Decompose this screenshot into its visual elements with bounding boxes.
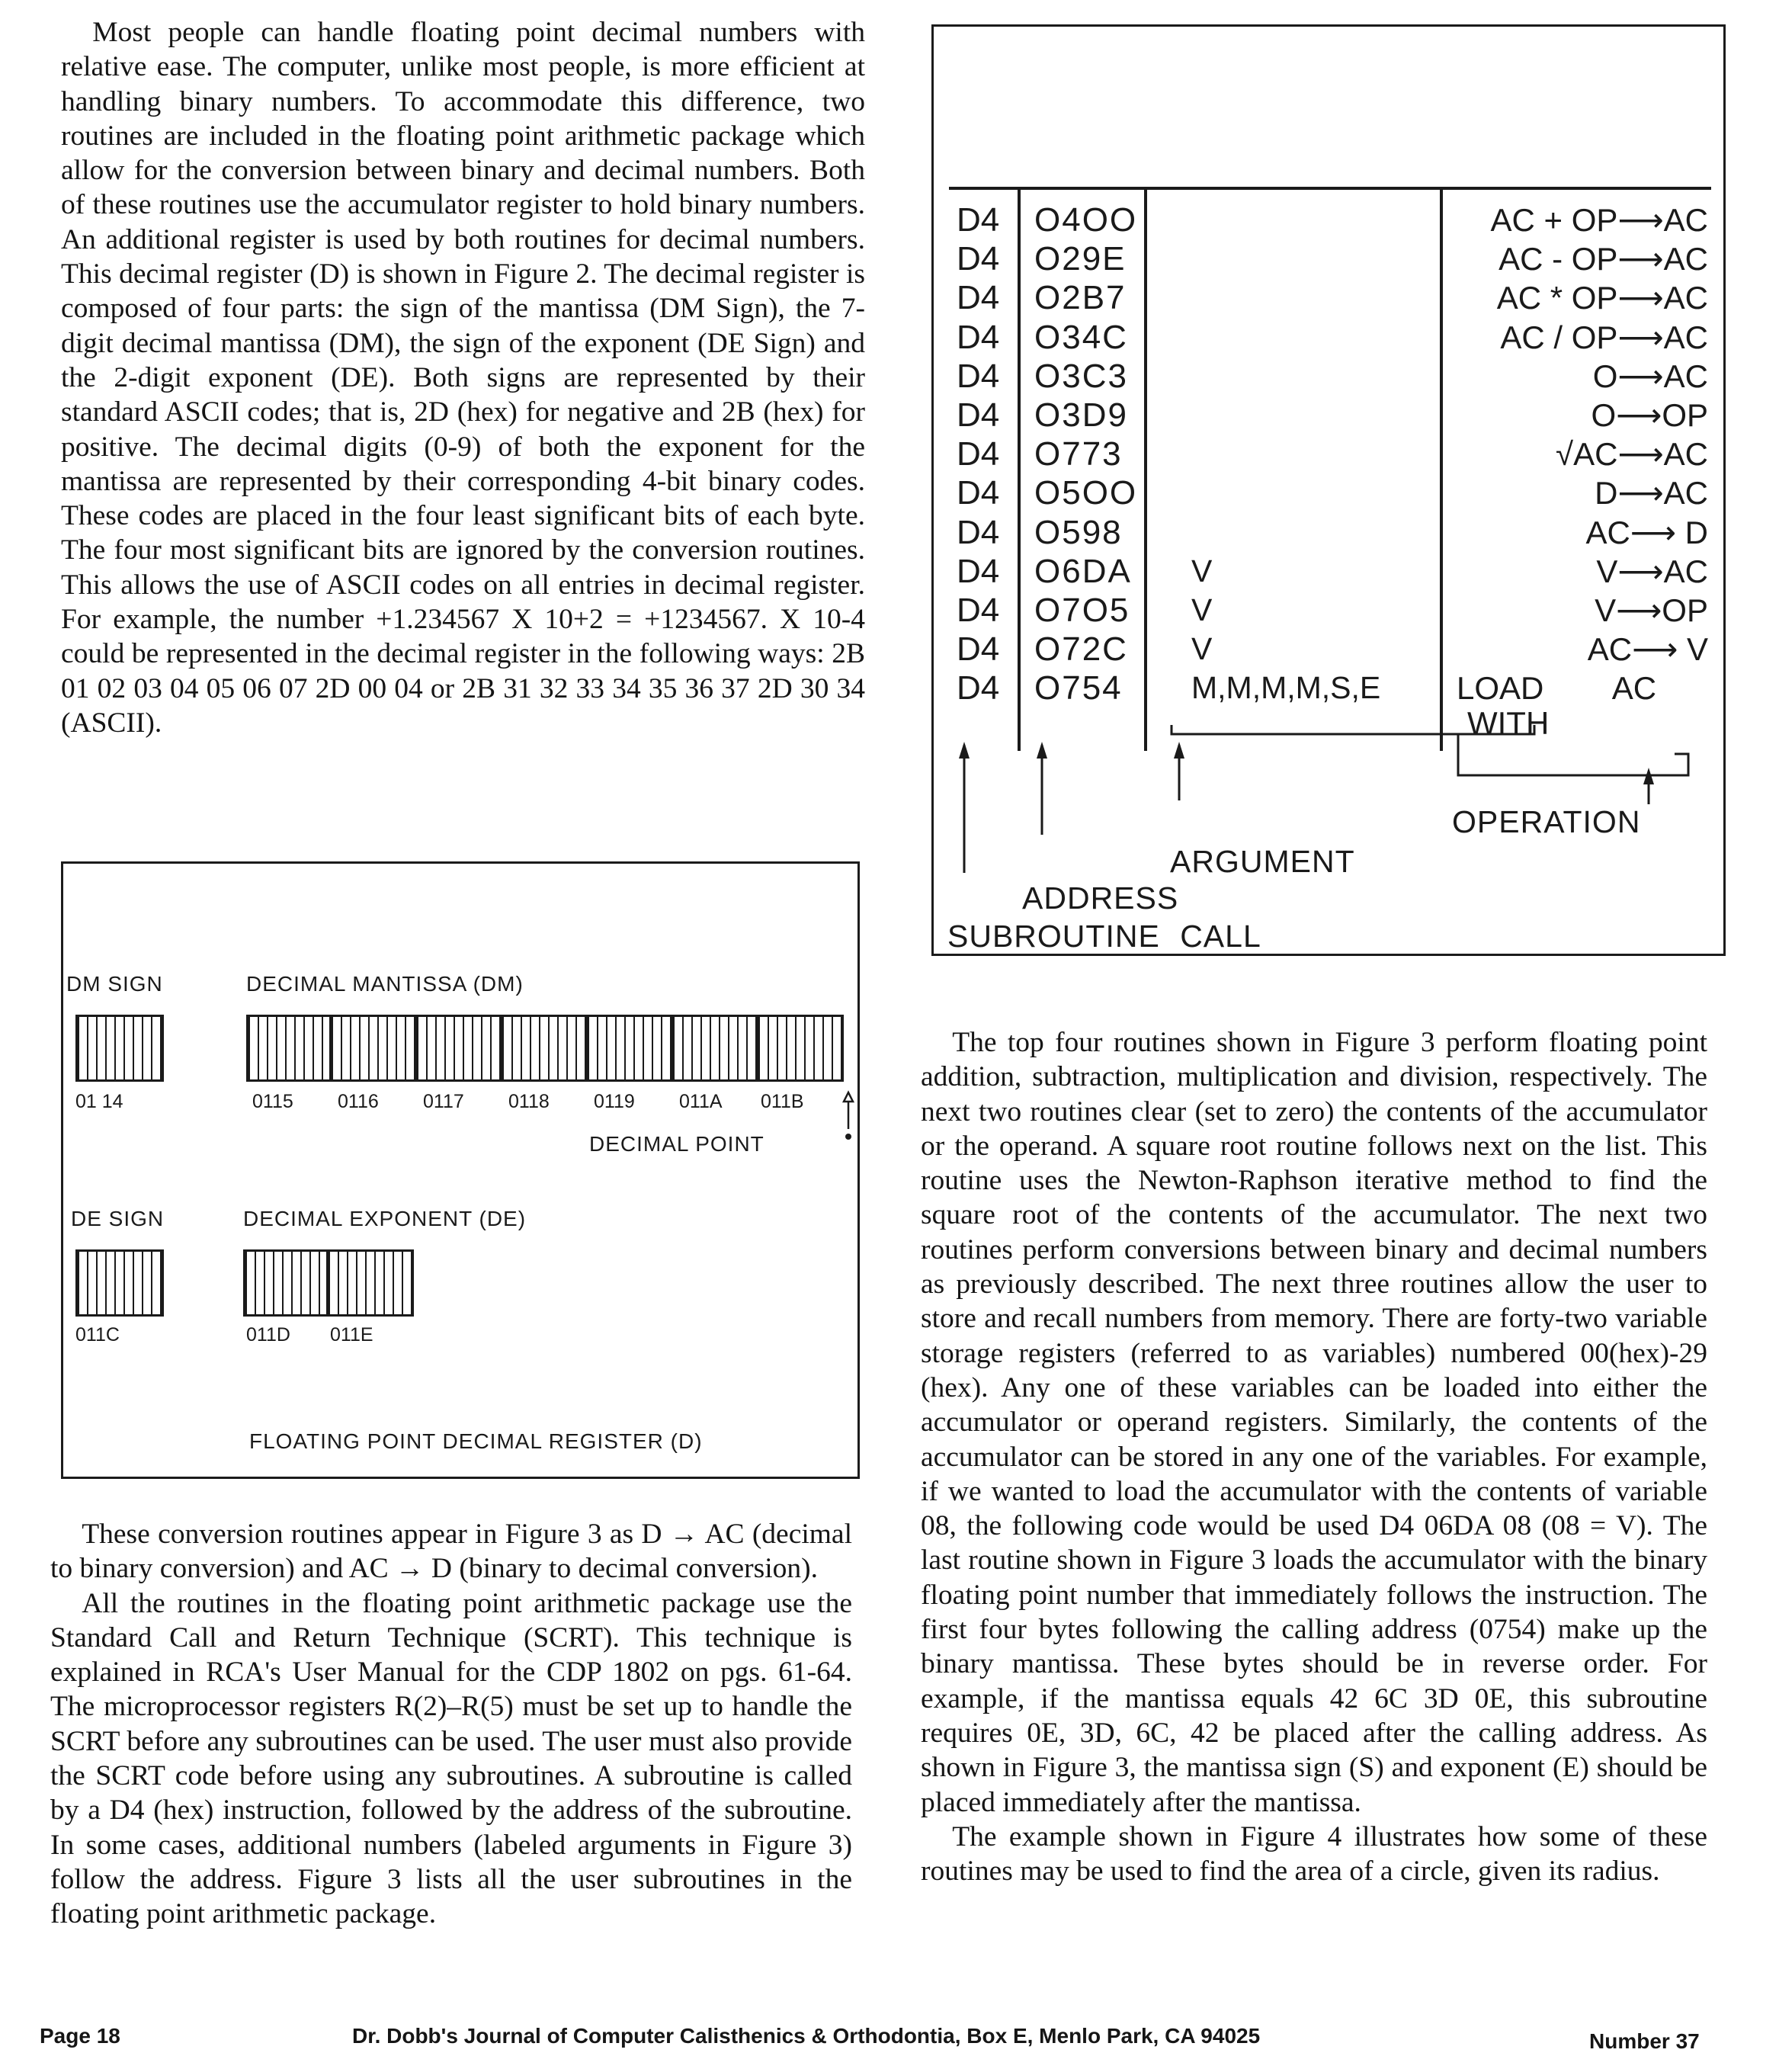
operation-cell: AC⟶ V <box>1587 631 1708 668</box>
operation-column <box>1457 200 1708 707</box>
argument-cell <box>1191 200 1380 239</box>
argument-column <box>1191 200 1380 707</box>
dm-cells <box>246 1015 844 1082</box>
argument-cell <box>1191 318 1380 357</box>
dm-address: 0115 <box>252 1091 293 1112</box>
operation-cell: D⟶AC <box>1595 475 1708 512</box>
dm-address: 0117 <box>423 1091 464 1112</box>
operation-label: OPERATION <box>1452 804 1641 839</box>
call-cell: D4 <box>957 435 1000 473</box>
argument-cell <box>1191 278 1380 317</box>
decimal-point-label: DECIMAL POINT <box>589 1132 764 1156</box>
operation-cell: O⟶OP <box>1591 396 1708 433</box>
de-cells <box>243 1249 414 1317</box>
address-column <box>1034 200 1137 707</box>
call-cell: D4 <box>957 669 1000 707</box>
operation-cell: V⟶OP <box>1595 592 1708 628</box>
dm-sign-label: DM SIGN <box>66 972 163 996</box>
call-cell: D4 <box>957 591 1000 629</box>
address-cell: O3D9 <box>1034 396 1128 434</box>
figure-2-caption: FLOATING POINT DECIMAL REGISTER (D) <box>249 1429 703 1453</box>
table-top-rule <box>949 187 1711 190</box>
address-cell: O5OO <box>1034 474 1138 512</box>
argument-label: ARGUMENT <box>1170 844 1355 879</box>
call-cell: D4 <box>957 201 1000 239</box>
call-cell: D4 <box>957 240 1000 278</box>
de-address: 011E <box>330 1324 373 1346</box>
call-cell: D4 <box>957 474 1000 512</box>
address-cell: O773 <box>1034 435 1123 473</box>
paragraph-intro: Most people can handle floating point decimal numbers with relative ease. The computer, unlike most people, is more efficient at handling binary numbers. To accommodate this difference, two routines are included in the floating point arithmetic package which allow for the conversion between binary and decimal numbers. Both of these routines use the accumulator register to hold binary numbers. An additional register is used by both routines for decimal numbers. This decimal register (D) is shown in Figure 2. The decimal register is composed of four parts: the sign of the mantissa (DM Sign), the 7-digit decimal mantissa (DM), the sign of the exponent (DE Sign) and the 2-digit exponent (DE). Both signs are represented by their standard ASCII codes; that is, 2D (hex) for negative and 2B (hex) for positive. The decimal digits (0-9) of both the exponent for the mantissa are represented by their corresponding 4-bit binary codes. These codes are placed in the four least significant bits of each byte. The four most significant bits are ignored by the conversion routines. This allows the use of ASCII codes on all entries in decimal register. For example, the number +1.234567 X 10+2 = +1234567. X 10-4 could be represented in the decimal register in the following ways: 2B 01 02 03 04 05 06 07 2D 00 04 or 2B 31 32 33 34 35 36 37 2D 30 34 (ASCII). <box>61 17 865 739</box>
operation-cell: AC * OP⟶AC <box>1496 280 1708 316</box>
left-column-bottom <box>50 1517 852 1932</box>
de-sign-cell <box>75 1249 164 1317</box>
subroutine-call-label: SUBROUTINE CALL <box>947 919 1261 954</box>
operation-cell: AC + OP⟶AC <box>1490 202 1708 238</box>
dm-sign-cell <box>75 1015 164 1082</box>
left-column-top <box>61 15 865 740</box>
de-label: DECIMAL EXPONENT (DE) <box>243 1207 527 1230</box>
operation-cell: AC / OP⟶AC <box>1500 319 1708 355</box>
argument-cell: M,M,M,M,S,E <box>1191 670 1381 706</box>
call-cell: D4 <box>957 513 1000 551</box>
dm-sign-address: 01 14 <box>75 1091 123 1112</box>
address-cell: O72C <box>1034 630 1128 669</box>
argument-cell <box>1191 435 1380 473</box>
call-cell: D4 <box>957 318 1000 356</box>
argument-cell: V <box>1191 631 1213 667</box>
dm-address: 0116 <box>338 1091 379 1112</box>
paragraph-scrt: All the routines in the floating point arithmetic package use the Standard Call and Return Technique (SCRT). This technique is explained in RCA's User Manual for the CDP 1802 on pgs. 61-64. The microprocessor registers R(2)–R(5) must be set up to handle the SCRT before any subroutines can be used. The user must also provide the SCRT code before using any subroutines. A subroutine is called by a D4 (hex) instruction, followed by the address of the subroutine. In some cases, additional numbers (labeled arguments in Figure 3) follow the address. Figure 3 lists all the user subroutines in the floating point arithmetic package. <box>50 1587 852 1930</box>
operation-cell: √AC⟶AC <box>1556 436 1708 473</box>
dm-address: 0118 <box>508 1091 550 1112</box>
dm-address: 0119 <box>594 1091 635 1112</box>
address-cell: O2B7 <box>1034 279 1127 317</box>
table-divider-2 <box>1144 187 1147 751</box>
argument-cell: V <box>1191 553 1213 589</box>
table-divider-1 <box>1018 187 1021 751</box>
address-cell: O7O5 <box>1034 591 1130 629</box>
dm-address: 011A <box>679 1091 723 1112</box>
paragraph-example: The example shown in Figure 4 illustrates how some of these routines may be used to find the area of a circle, given its radius. <box>921 1820 1707 1888</box>
address-cell: O4OO <box>1034 201 1138 239</box>
call-cell: D4 <box>957 396 1000 434</box>
argument-cell <box>1191 357 1380 396</box>
call-column <box>957 200 999 707</box>
call-cell: D4 <box>957 552 1000 590</box>
address-cell: O754 <box>1034 669 1123 707</box>
operation-cell: AC - OP⟶AC <box>1499 241 1708 277</box>
footer-page: Page 18 <box>40 2024 120 2048</box>
table-divider-3 <box>1440 187 1443 751</box>
address-label: ADDRESS <box>1022 880 1179 916</box>
address-cell: O6DA <box>1034 552 1132 590</box>
call-cell: D4 <box>957 357 1000 395</box>
paragraph-conversion: These conversion routines appear in Figure 3 as D → AC (decimal to binary conversion) and AC → D (binary to decimal conversion). <box>50 1519 852 1585</box>
operation-cell: LOAD AC <box>1457 670 1657 707</box>
argument-cell <box>1191 396 1380 435</box>
address-cell: O598 <box>1034 513 1123 551</box>
call-cell: D4 <box>957 279 1000 317</box>
argument-cell <box>1191 239 1380 278</box>
figure-2-decimal-register <box>61 861 860 1479</box>
address-cell: O3C3 <box>1034 357 1128 395</box>
dm-address: 011B <box>761 1091 804 1112</box>
de-sign-label: DE SIGN <box>71 1207 165 1230</box>
argument-cell <box>1191 473 1380 512</box>
argument-cell <box>1191 513 1380 552</box>
decimal-point-marker <box>841 1089 856 1143</box>
right-column <box>921 1025 1707 1888</box>
footer-journal: Dr. Dobb's Journal of Computer Calisthenics & Orthodontia, Box E, Menlo Park, CA 94025 <box>352 2024 1261 2048</box>
figure-3-subroutine-table <box>931 24 1726 956</box>
address-cell: O29E <box>1034 240 1127 278</box>
call-cell: D4 <box>957 630 1000 669</box>
with-label: WITH <box>1467 705 1550 741</box>
dm-label: DECIMAL MANTISSA (DM) <box>246 972 524 996</box>
de-sign-address: 011C <box>75 1324 120 1346</box>
operation-cell: AC⟶ D <box>1585 514 1708 550</box>
paragraph-routines: The top four routines shown in Figure 3 perform floating point addition, subtraction, multiplication and division, respectively. The next two routines clear (set to zero) the contents of the accumulator or the operand. A square root routine follows next on the list. This routine uses the Newton-Raphson iterative method to find the square root of the contents of the accumulator. The next two routines perform conversions between binary and decimal numbers as previously described. The next three routines allow the user to store and recall numbers from memory. There are forty-two variable storage registers (referred to as variables) numbered 00(hex)-29 (hex). Any one of these variables can be loaded into either the accumulator or operand registers. Similarly, the contents of the accumulator can be stored in any one of the variables. For example, if we wanted to load the accumulator with the contents of variable 08, the following code would be used D4 06DA 08 (08 = V). The last routine shown in Figure 3 loads the accumulator with the binary floating point number that immediately follows the instruction. The first four bytes following the calling address (0754) make up the binary mantissa. These bytes should be in reverse order. For example, if the mantissa equals 42 6C 3D 0E, this subroutine requires 0E, 3D, 6C, 42 be placed after the calling address. As shown in Figure 3, the mantissa sign (S) and exponent (E) should be placed immediately after the mantissa. <box>921 1027 1707 1818</box>
footer-number: Number 37 <box>1589 2029 1700 2053</box>
operation-cell: O⟶AC <box>1592 358 1708 394</box>
address-cell: O34C <box>1034 318 1128 356</box>
argument-cell: V <box>1191 592 1213 627</box>
de-address: 011D <box>246 1324 290 1346</box>
operation-cell: V⟶AC <box>1596 553 1708 589</box>
